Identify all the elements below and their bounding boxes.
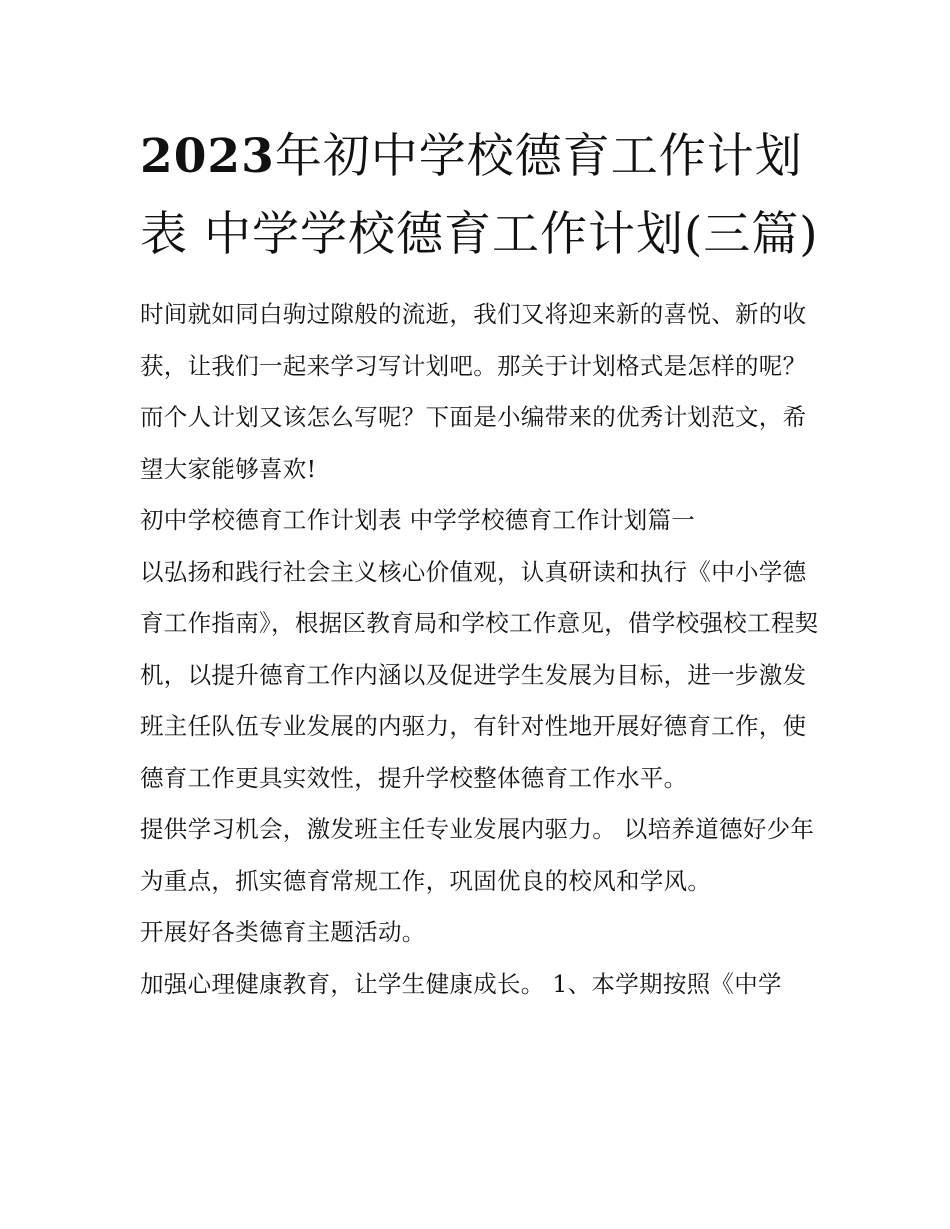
section-heading: 初中学校德育工作计划表 中学学校德育工作计划篇一 [140, 506, 696, 534]
body-paragraph: 加强心理健康教育，让学生健康成长。 1、本学期按照《中学 [140, 969, 782, 998]
document-page [140, 118, 820, 1010]
title-year: 2023 [140, 129, 275, 184]
document-body [140, 289, 820, 1010]
body-paragraph: 以弘扬和践行社会主义核心价值观，认真研读和执行《中小学德育工作指南》，根据区教育局和学校工作意见，借学校强校工程契机，以提升德育工作内涵以及促进学生发展为目标，进一步激发班主任队伍专业发展的内驱力，有针对性地开展好德育工作，使德育工作更具实效性，提升学校整体德育工作水平。 [140, 557, 819, 792]
intro-paragraph: 时间就如同白驹过隙般的流逝，我们又将迎来新的喜悦、新的收获，让我们一起来学习写计划吧。那关于计划格式是怎样的呢？而个人计划又该怎么写呢？下面是小编带来的优秀计划范文，希望大家能够喜欢! [140, 300, 807, 483]
body-paragraph: 开展好各类德育主题活动。 [140, 918, 426, 946]
title-text: 年初中学校德育工作计划表 中学学校德育工作计划(三篇) [140, 129, 819, 262]
document-title [140, 118, 820, 274]
body-paragraph: 提供学习机会，激发班主任专业发展内驱力。 以培养道德好少年为重点，抓实德育常规工作，巩固优良的校风和学风。 [140, 815, 815, 895]
